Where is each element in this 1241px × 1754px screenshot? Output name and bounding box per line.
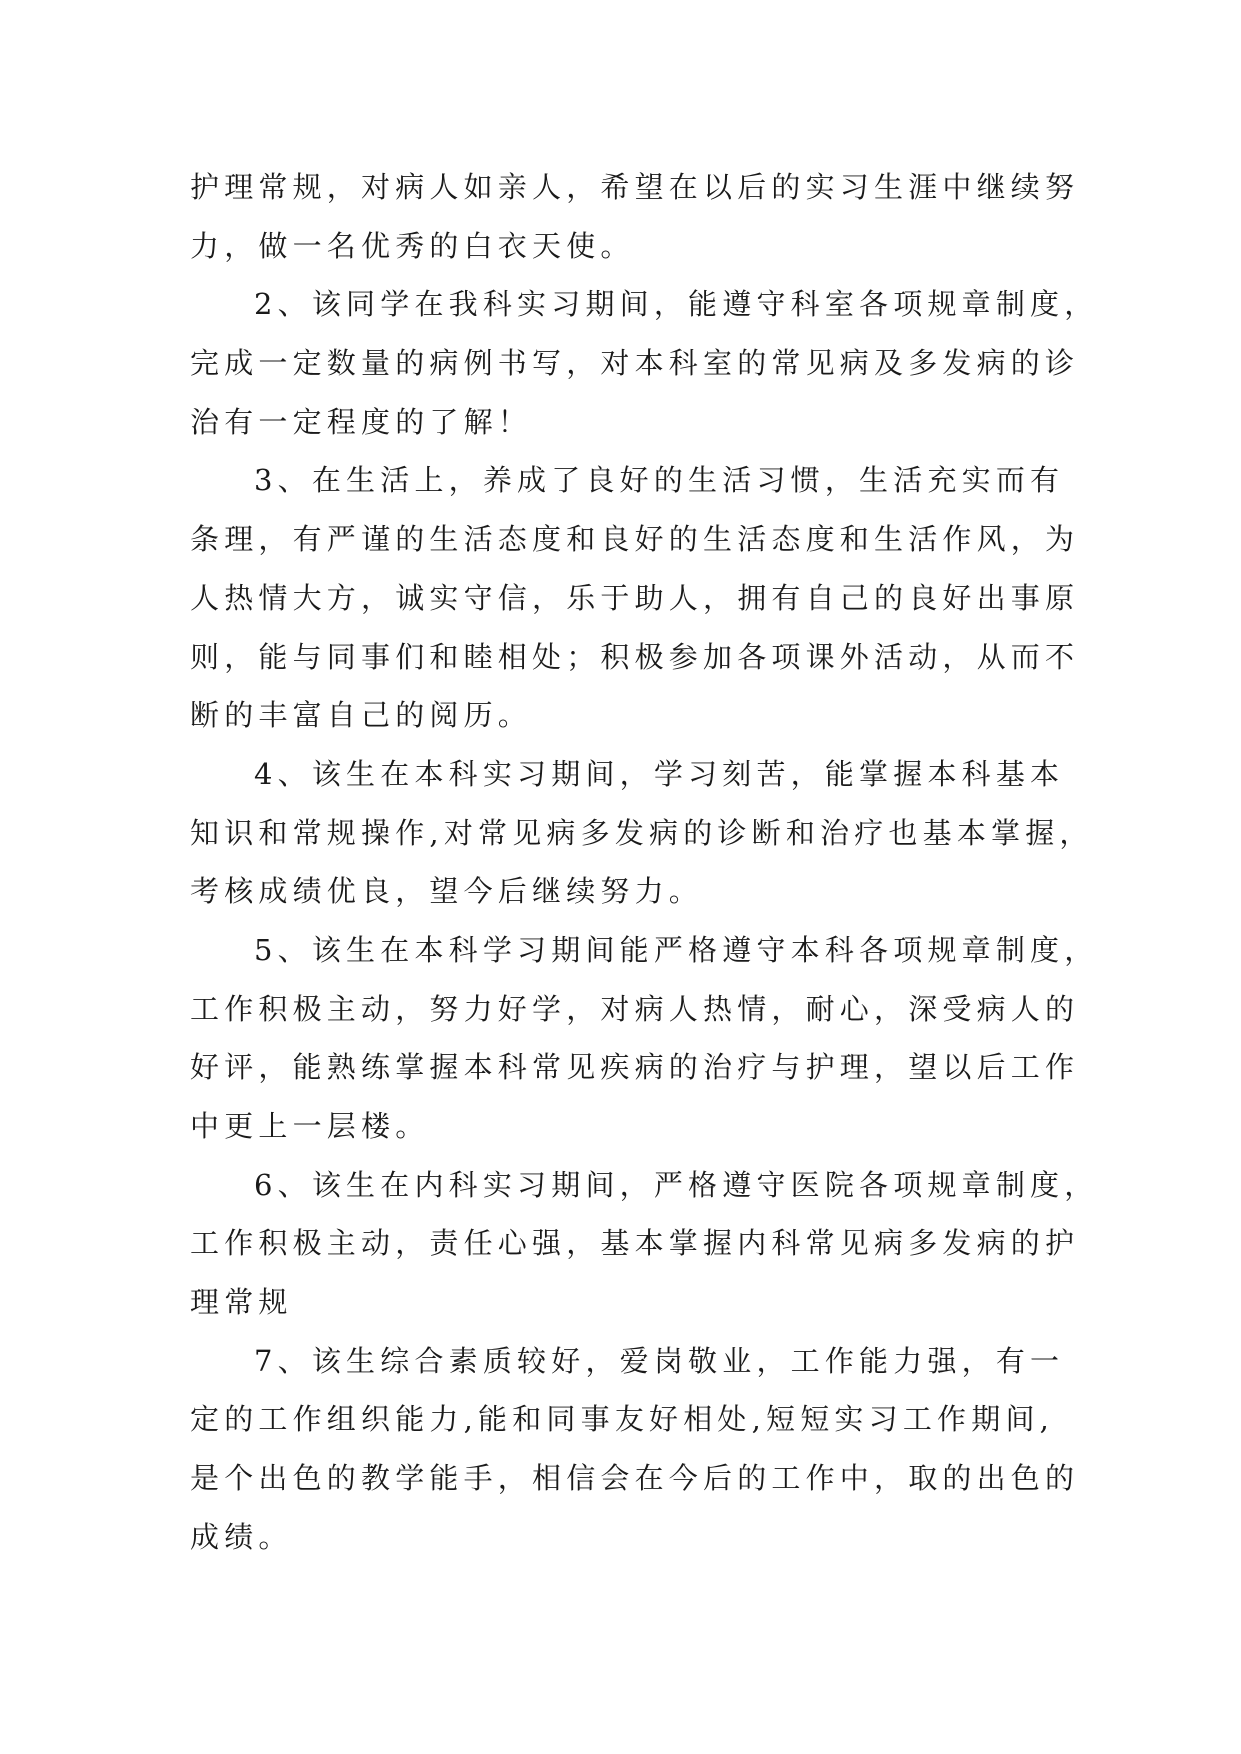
text-line: 理常规 [190,1285,293,1320]
text-line: 工作积极主动，努力好学，对病人热情，耐心，深受病人的 [190,991,1080,1026]
text-line: 治有一定程度的了解！ [190,404,533,439]
text-line: 完成一定数量的病例书写，对本科室的常见病及多发病的诊 [190,346,1080,381]
paragraph-6-start: 6、该生在内科实习期间，严格遵守医院各项规章制度， [254,1167,1099,1202]
paragraph-5-start: 5、该生在本科学习期间能严格遵守本科各项规章制度， [254,932,1099,967]
paragraph-3-start: 3、在生活上，养成了良好的生活习惯，生活充实而有 [254,463,1065,498]
text-line: 成绩。 [190,1519,293,1554]
text-line: 断的丰富自己的阅历。 [190,698,533,733]
text-line: 中更上一层楼。 [190,1109,430,1143]
document-body [190,158,1099,1567]
text-line: 工作积极主动，责任心强，基本掌握内科常见病多发病的护 [190,1226,1080,1261]
text-line: 考核成绩优良，望今后继续努力。 [190,874,704,909]
text-line: 好评，能熟练掌握本科常见疾病的治疗与护理，望以后工作 [190,1050,1080,1085]
text-line: 条理，有严谨的生活态度和良好的生活态度和生活作风，为 [190,522,1080,557]
text-line: 知识和常规操作,对常见病多发病的诊断和治疗也基本掌握， [190,815,1094,850]
text-line: 人热情大方，诚实守信，乐于助人，拥有自己的良好出事原 [190,580,1080,615]
text-line: 护理常规，对病人如亲人，希望在以后的实习生涯中继续努 [190,170,1080,204]
text-line: 则，能与同事们和睦相处；积极参加各项课外活动，从而不 [190,639,1080,674]
paragraph-7-start: 7、该生综合素质较好，爱岗敬业，工作能力强，有一 [254,1343,1065,1378]
text-line: 力，做一名优秀的白衣天使。 [190,228,635,263]
text-line: 定的工作组织能力,能和同事友好相处,短短实习工作期间, [190,1402,1055,1437]
paragraph-2-start: 2、该同学在我科实习期间，能遵守科室各项规章制度， [254,287,1099,322]
text-line: 是个出色的教学能手，相信会在今后的工作中，取的出色的 [190,1461,1080,1496]
paragraph-4-start: 4、该生在本科实习期间，学习刻苦，能掌握本科基本 [254,756,1065,791]
